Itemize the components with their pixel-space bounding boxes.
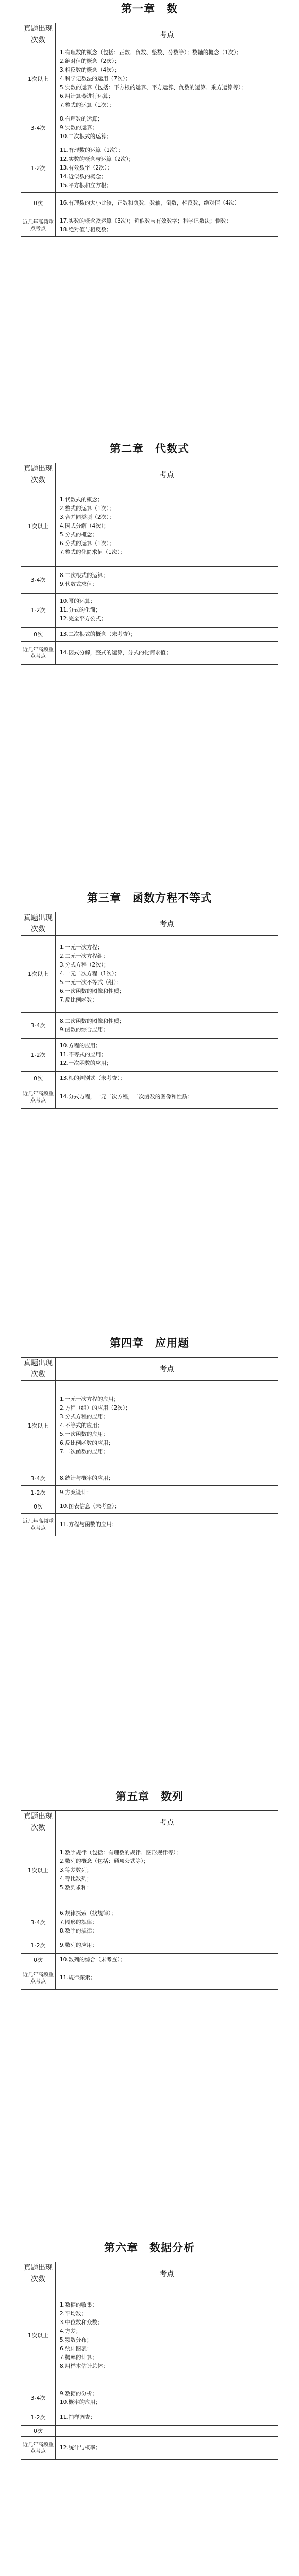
exam-point: 7.反比例函数； (60, 997, 98, 1003)
table-row (21, 214, 278, 237)
exam-point: 1.一元一次方程的应用； (60, 1396, 120, 1402)
exam-point: 9.代数式求值； (60, 581, 98, 587)
exam-points-table (21, 463, 278, 665)
exam-point: 7.整式的化简求值（1次）； (60, 549, 125, 555)
row-count-label: 1次以上 (21, 1381, 56, 1471)
chapter-title: 第五章 数列 (115, 1790, 184, 1803)
row-count-label: 1次以上 (21, 2285, 56, 2386)
row-points (56, 1954, 278, 1967)
row-points (56, 1486, 278, 1500)
exam-point: 12.实数的概念与运算（2次）； (60, 156, 135, 162)
exam-point: 18.绝对值与相反数； (60, 226, 112, 233)
exam-point: 9.函数的综合应用； (60, 1026, 109, 1033)
table-row (21, 2386, 278, 2410)
row-count-label: 1次以上 (21, 46, 56, 112)
exam-point: 2.绝对值的概念（2次）； (60, 58, 120, 64)
exam-points-table (21, 23, 278, 237)
row-points (56, 1039, 278, 1072)
header-count: 真题出现次数 (21, 2262, 56, 2285)
table-row (21, 486, 278, 567)
exam-points-table (21, 2262, 278, 2460)
table-row (21, 2285, 278, 2386)
exam-point: 1.数字规律（包括：有理数的规律、图形规律等）； (60, 1850, 181, 1856)
table-row (21, 1514, 278, 1536)
row-points (56, 2437, 278, 2460)
exam-point: 8.有理数的运算； (60, 116, 103, 122)
table-header-row (21, 2262, 278, 2285)
row-count-label: 0次 (21, 628, 56, 642)
table-header-row (21, 912, 278, 936)
row-count-label: 近几年高频重点考点 (21, 2437, 56, 2460)
table-row (21, 1907, 278, 1938)
row-count-label: 1-2次 (21, 1938, 56, 1954)
table-row (21, 1471, 278, 1486)
exam-point: 4.方差； (60, 2328, 81, 2334)
row-count-label: 3-4次 (21, 1471, 56, 1486)
exam-point: 3.合并同类项（2次）； (60, 514, 114, 520)
exam-points-table (21, 1357, 278, 1536)
row-points (56, 2410, 278, 2426)
exam-point: 4.不等式的应用； (60, 1422, 103, 1429)
exam-point: 3.相反数的概念（4次）； (60, 67, 120, 73)
row-count-label: 0次 (21, 1072, 56, 1086)
row-points (56, 1471, 278, 1486)
exam-point: 4.科学记数法的运用（7次）； (60, 76, 131, 82)
exam-point: 14.近似数的概念； (60, 174, 107, 180)
header-count: 真题出现次数 (21, 23, 56, 46)
exam-point: 15.平方根和立方根； (60, 182, 112, 189)
row-points (56, 214, 278, 237)
exam-point: 5.实数的运算（包括：平方根的运算、平方运算、负数的运算、乘方运算等）； (60, 84, 246, 91)
exam-point: 3.分式方程的应用； (60, 1414, 109, 1420)
exam-point: 6.反比例函数的应用； (60, 1440, 114, 1446)
row-count-label: 0次 (21, 1500, 56, 1514)
exam-point: 12.一次函数的应用； (60, 1060, 112, 1066)
exam-point: 11.规律探索； (60, 1975, 96, 1981)
row-count-label: 1-2次 (21, 1039, 56, 1072)
exam-point: 8.二次函数的图像和性质； (60, 1018, 125, 1024)
table-row (21, 1381, 278, 1471)
exam-point: 7.概率的计算； (60, 2354, 98, 2361)
exam-point: 4.等比数列； (60, 1876, 92, 1882)
exam-point: 5.数列求和； (60, 1885, 92, 1891)
exam-point: 4.一元二次方程（1次）； (60, 971, 120, 977)
row-count-label: 3-4次 (21, 1013, 56, 1039)
chapter-section (0, 2240, 299, 2460)
exam-point: 6.规律探索（找规律）； (60, 1910, 117, 1917)
row-count-label: 1次以上 (21, 1834, 56, 1907)
table-row (21, 1086, 278, 1109)
exam-point: 11.有理数的运算（1次）； (60, 147, 124, 154)
chapter-section (0, 890, 299, 1109)
exam-point: 10.方程的应用； (60, 1043, 101, 1049)
row-points (56, 1086, 278, 1109)
row-points (56, 46, 278, 112)
exam-point: 12.统计与概率； (60, 2445, 101, 2451)
exam-points-table (21, 1810, 278, 1990)
exam-point: 2.平均数； (60, 2310, 87, 2317)
row-count-label: 3-4次 (21, 567, 56, 594)
row-count-label: 3-4次 (21, 1907, 56, 1938)
table-row (21, 1072, 278, 1086)
row-points (56, 567, 278, 594)
chapter-section (0, 1335, 299, 1536)
table-row (21, 1486, 278, 1500)
row-points (56, 1967, 278, 1990)
row-points (56, 1938, 278, 1954)
row-points (56, 193, 278, 214)
chapter-section (0, 441, 299, 665)
row-points (56, 1514, 278, 1536)
exam-point: 14.分式方程，一元二次方程，二次函数的图像和性质； (60, 1094, 193, 1100)
row-count-label: 近几年高频重点考点 (21, 642, 56, 665)
table-row (21, 2426, 278, 2437)
exam-point: 6.用计算器进行运算； (60, 93, 114, 99)
exam-point: 11.方程与函数的应用； (60, 1521, 118, 1528)
exam-point: 5.一元一次不等式（组）； (60, 979, 122, 986)
exam-point: 9.方案设计； (60, 1489, 92, 1496)
table-row (21, 567, 278, 594)
row-points (56, 144, 278, 193)
exam-point: 10.幂的运算； (60, 598, 96, 604)
table-row (21, 112, 278, 144)
header-count: 真题出现次数 (21, 1811, 56, 1834)
exam-point: 3.中位数和众数； (60, 2319, 103, 2326)
row-points (56, 2426, 278, 2437)
row-points (56, 486, 278, 567)
exam-point: 10.图表信息（未考查）； (60, 1503, 120, 1510)
row-points (56, 1072, 278, 1086)
row-points (56, 594, 278, 628)
exam-point: 10.数列的综合（未考查）； (60, 1957, 125, 1963)
exam-point: 1.一元一次方程； (60, 944, 103, 951)
row-count-label: 3-4次 (21, 2386, 56, 2410)
exam-point: 11.不等式的应用； (60, 1052, 107, 1058)
row-count-label: 1-2次 (21, 144, 56, 193)
header-points: 考点 (56, 2262, 278, 2285)
table-row (21, 46, 278, 112)
table-row (21, 1834, 278, 1907)
row-count-label: 0次 (21, 193, 56, 214)
table-row (21, 2437, 278, 2460)
header-count: 真题出现次数 (21, 463, 56, 486)
table-row (21, 1954, 278, 1967)
exam-point: 8.二次根式的运算； (60, 572, 109, 579)
table-row (21, 1500, 278, 1514)
table-row (21, 936, 278, 1013)
row-points (56, 642, 278, 665)
exam-point: 16.有理数的大小比较，正数和负数，数轴，倒数，相反数，绝对值（4次） (60, 200, 240, 206)
exam-point: 11.抽样调查； (60, 2414, 96, 2420)
row-points (56, 1013, 278, 1039)
exam-point: 3.等差数列； (60, 1867, 92, 1873)
exam-point: 8.统计与概率的应用； (60, 1475, 114, 1481)
table-row (21, 144, 278, 193)
row-points (56, 112, 278, 144)
header-points: 考点 (56, 1358, 278, 1381)
exam-point: 10.概率的应用； (60, 2399, 101, 2405)
exam-point: 2.二元一次方程组； (60, 953, 109, 959)
chapter-title: 第一章 数 (121, 2, 178, 15)
row-points (56, 2285, 278, 2386)
exam-point: 12.完全平方公式； (60, 616, 107, 622)
exam-point: 10.二次根式的运算； (60, 133, 112, 140)
chapter-title: 第四章 应用题 (110, 1336, 189, 1349)
row-count-label: 1-2次 (21, 594, 56, 628)
row-count-label: 1次以上 (21, 936, 56, 1013)
chapter-section (0, 1789, 299, 1990)
header-points: 考点 (56, 23, 278, 46)
row-points (56, 2386, 278, 2410)
chapter-title: 第二章 代数式 (110, 442, 189, 455)
table-row (21, 1013, 278, 1039)
exam-point: 2.整式的运算（1次）； (60, 505, 114, 512)
row-points (56, 1907, 278, 1938)
exam-point: 9.实数的运算； (60, 125, 98, 131)
row-points (56, 628, 278, 642)
table-header-row (21, 463, 278, 486)
table-row (21, 642, 278, 665)
exam-point: 8.数字的规律； (60, 1928, 98, 1934)
row-points (56, 936, 278, 1013)
exam-point: 6.分式的运算（1次）； (60, 540, 114, 547)
row-count-label: 0次 (21, 1954, 56, 1967)
table-row (21, 1938, 278, 1954)
exam-point: 17.实数的概念及运算（3次）；近似数与有效数字；科学记数法；倒数； (60, 217, 232, 224)
exam-point: 5.一次函数的应用； (60, 1431, 109, 1437)
row-count-label: 近几年高频重点考点 (21, 1967, 56, 1990)
row-points (56, 1381, 278, 1471)
exam-point: 6.统计图表； (60, 2345, 92, 2352)
exam-point: 1.数据的收集； (60, 2301, 98, 2308)
row-points (56, 1500, 278, 1514)
table-row (21, 1967, 278, 1990)
exam-point: 14.因式分解，整式的运算，分式的化简求值； (60, 650, 172, 656)
exam-point: 6.一次函数的图像和性质； (60, 988, 125, 994)
row-count-label: 1次以上 (21, 486, 56, 567)
table-row (21, 193, 278, 214)
exam-point: 2.数列的概念（包括：通项公式等）； (60, 1858, 149, 1865)
exam-point: 2.方程（组）的应用（2次）； (60, 1405, 131, 1411)
exam-point: 4.因式分解（4次）； (60, 523, 109, 529)
table-row (21, 2410, 278, 2426)
table-row (21, 1039, 278, 1072)
header-points: 考点 (56, 1811, 278, 1834)
exam-point: 11.分式的化简； (60, 607, 101, 613)
row-count-label: 1-2次 (21, 1486, 56, 1500)
table-row (21, 628, 278, 642)
exam-point: 3.分式方程（2次）； (60, 962, 109, 968)
header-count: 真题出现次数 (21, 912, 56, 936)
table-header-row (21, 23, 278, 46)
exam-point: 7.图形的规律； (60, 1919, 98, 1925)
header-points: 考点 (56, 912, 278, 936)
exam-point: 7.整式的运算（1次）； (60, 102, 114, 108)
chapter-title: 第六章 数据分析 (104, 2241, 195, 2254)
exam-point: 13.根的判别式（未考查）； (60, 1075, 125, 1081)
exam-point: 5.分式的概念； (60, 532, 98, 538)
table-header-row (21, 1358, 278, 1381)
row-count-label: 近几年高频重点考点 (21, 214, 56, 237)
table-header-row (21, 1811, 278, 1834)
row-points (56, 1834, 278, 1907)
exam-point: 9.数列的应用； (60, 1942, 98, 1948)
exam-point: 9.数据的分析； (60, 2390, 98, 2397)
exam-point: 8.用样本估计总体； (60, 2363, 109, 2369)
exam-point: 1.有理数的概念（包括：正数、负数、整数、分数等）；数轴的概念（1次）； (60, 49, 242, 56)
exam-point: 1.代数式的概念； (60, 497, 103, 503)
header-points: 考点 (56, 463, 278, 486)
header-count: 真题出现次数 (21, 1358, 56, 1381)
row-count-label: 1-2次 (21, 2410, 56, 2426)
row-count-label: 0次 (21, 2426, 56, 2437)
row-count-label: 3-4次 (21, 112, 56, 144)
exam-point: 5.频数分布； (60, 2336, 92, 2343)
exam-point: 7.二次函数的应用； (60, 1449, 109, 1455)
exam-points-table (21, 912, 278, 1109)
row-count-label: 近几年高频重点考点 (21, 1514, 56, 1536)
row-count-label: 近几年高频重点考点 (21, 1086, 56, 1109)
chapter-title: 第三章 函数方程不等式 (87, 891, 212, 904)
exam-point: 13.二次根式的概念（未考查）； (60, 631, 136, 637)
exam-point: 13.有效数字（2次）； (60, 165, 113, 171)
chapter-section (0, 1, 299, 237)
table-row (21, 594, 278, 628)
